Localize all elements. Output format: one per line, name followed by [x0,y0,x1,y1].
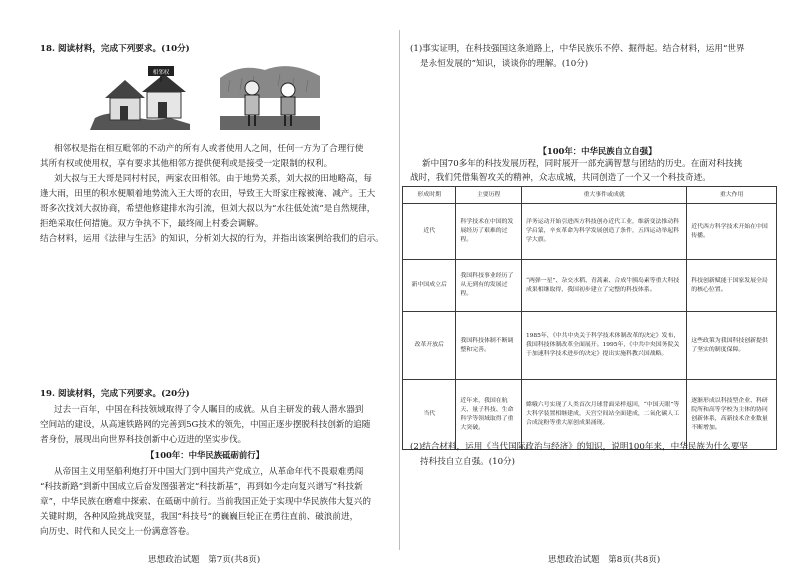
q19-body-line3: 章”，中华民族在磨难中探索、在砥砺中前行。当前我国正处于实现中华民族伟大复兴的 [40,497,371,507]
table-header-cell: 重大事件或成就 [521,187,686,204]
course-cell: 我国科技体制不断调整和完善。 [456,312,522,380]
events-cell: “两弹一星”、杂交水稻、青蒿素、合成牛胰岛素等重大科技成果相继取得，我国初步建立了完整的科技体系。 [521,260,686,312]
events-cell: 1985年，《中共中央关于科学技术体制改革的决定》发布，我国科技体制改革全面展开。1995年，《中共中央国务院关于加速科学技术进步的决定》提出实施科教兴国战略。 [521,312,686,380]
cartoon-houses-image [90,58,195,130]
page-footer-left: 思想政治试题 第7页(共8页) [148,555,261,565]
q19-body-line2: “科技新路”到新中国成立后奋发图强著定“科技新基”，再到如今走向复兴谱写“科技新 [40,482,363,492]
table-row [403,260,777,312]
table-row [403,204,777,260]
role-cell: 近代西方科学技术开始在中国传播。 [687,204,777,260]
right-intro-line2: 战时，我们凭借集智攻关的精神，众志成城，共同创造了一个又一个科技奇迹。 [410,173,711,183]
q19-section-title: 【100年：中华民族砥砺前行】 [146,450,264,460]
right-section-title: 【100年：中华民族自立自强】 [538,146,657,156]
table-header-row [403,187,777,204]
q19-heading: 19. 阅读材料，完成下列要求。(20分) [40,389,190,399]
q18-heading: 18. 阅读材料，完成下列要求。(10分) [40,44,190,54]
q18-para2-line4: 拒绝采取任何措施。双方争执不下，最终闹上村委会调解。 [40,219,264,229]
history-table [402,186,777,450]
q19-body-line1: 从帝国主义用坚船利炮打开中国大门到中国共产党成立，从革命年代不畏艰难勇闯 [54,467,364,477]
course-cell: 近年来，我国在航天、量子科技、生命科学等领域取得了重大突破。 [456,380,522,450]
role-cell: 这些政策为我国科技创新提供了坚实的制度保障。 [687,312,777,380]
table-row [403,380,777,450]
page-footer-right: 思想政治试题 第8页(共8页) [548,555,661,565]
events-cell: 洋务运动开始引进西方科技创办近代工业，维新变法推动科学启蒙，辛亥革命为科学发展创造了条件，五四运动举起科学大旗。 [521,204,686,260]
table-header-cell: 主要历程 [456,187,522,204]
q19-body-line4: 关键时期，各种风险挑战突显，我国“科技号”的巍巍巨轮正在勇往直前、破浪前进， [40,512,359,522]
period-cell: 近代 [403,204,456,260]
events-cell: 嫦娥六号实现了人类首次月球背面采样返回，“中国天眼”等大科学装置相继建成，天宫空间站全面建成，二氧化碳人工合成淀粉等重大原创成果涌现。 [521,380,686,450]
role-cell: 逐渐形成以科技型企业、科研院所和高等学校为主体的协同创新体系，高新技术企业数量不断增加。 [687,380,777,450]
q18-para2-line1: 刘大叔与王大哥是同村村民，两家农田相邻。由于地势关系，刘大叔的田地略高，每 [54,174,372,184]
q18-para2-line3: 哥多次找刘大叔协商，希望他修建排水沟引流，但刘大叔以为“水往低处流”是自然规律， [40,204,376,214]
cartoon-sign-text: 相邻权 [152,70,170,76]
q19-part1-line1: (1)事实证明，在科技强国这条道路上，中华民族乐不停、掘得起。结合材料，运用“世界 [410,44,745,54]
q19-intro-line1: 过去一百年，中国在科技领域取得了令人瞩目的成就。从自主研发的载人潜水器到 [54,405,364,415]
q19-intro-line2: 空间站的建设，从高速铁路网的完善到5G技术的领先，中国正逐步摆脱科技创新的追随 [40,420,371,430]
q18-para1-line1: 相邻权是指在相互毗邻的不动产的所有人或者使用人之间，任何一方为了合理行使 [54,144,364,154]
right-intro-line1: 新中国70多年的科技发展历程，同时展开一部充满智慧与团结的历史。在面对科技挑 [422,159,743,169]
course-cell: 我国科技事业经历了从无到有的发展过程。 [456,260,522,312]
q19-part2-line1: (2)结合材料，运用《当代国际政治与经济》的知识，说明100年来，中华民族为什么要坚 [410,442,748,452]
q19-part2-line2: 持科技自立自强。(10分) [420,457,515,467]
q19-body-line5: 向历史、时代和人民交上一份满意答卷。 [40,527,195,537]
table-header-cell: 形成时期 [403,187,456,204]
q18-task: 结合材料，运用《法律与生活》的知识，分析刘大叔的行为，并指出该案例给我们的启示。 [40,234,384,244]
period-cell: 改革开放后 [403,312,456,380]
q19-intro-line3: 者身份，展现出向世界科技创新中心迈进的坚实步伐。 [40,435,247,445]
cartoon-two-men-image [220,58,320,130]
q18-para1-line2: 其所有权或使用权，享有要求其他相邻方提供便利或是接受一定限制的权利。 [40,159,333,169]
role-cell: 科技创新赋能于国家发展全局的核心位置。 [687,260,777,312]
period-cell: 新中国成立后 [403,260,456,312]
q18-para2-line2: 逢大雨，田里的积水便顺着地势流入王大哥的农田，导致王大哥家庄稼被淹、减产。王大 [40,189,376,199]
q19-part1-line2: 是永恒发展的”知识，谈谈你的理解。(10分) [420,59,589,69]
period-cell: 当代 [403,380,456,450]
course-cell: 科学技术在中国的发展经历了艰难的过程。 [456,204,522,260]
table-header-cell: 重大作用 [687,187,777,204]
table-row [403,312,777,380]
